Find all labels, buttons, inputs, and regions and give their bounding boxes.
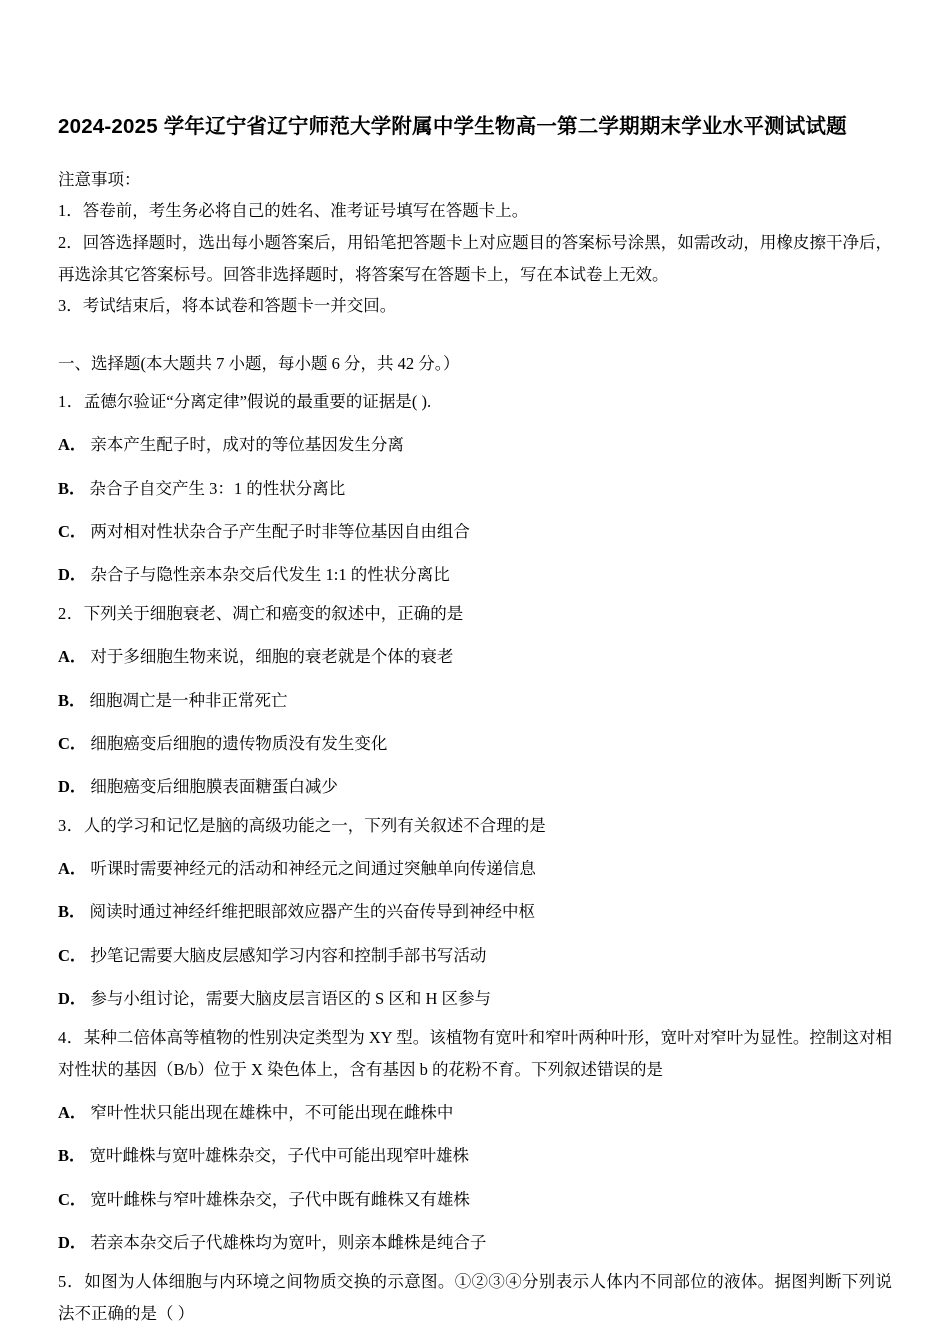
question-text: 下列关于细胞衰老、凋亡和癌变的叙述中，正确的是 [83, 604, 464, 624]
option-label: B． [58, 478, 86, 498]
notice-heading: 注意事项： [58, 169, 141, 189]
question-number: 4． [58, 1027, 84, 1047]
option-text: 细胞癌变后细胞膜表面糖蛋白减少 [90, 776, 338, 796]
question-text: 孟德尔验证“分离定律”假说的最重要的证据是( ). [83, 392, 432, 412]
question-option [58, 1184, 892, 1216]
option-text: 对于多细胞生物来说，细胞的衰老就是个体的衰老 [90, 647, 454, 667]
notice-item-1: 1．答卷前，考生务必将自己的姓名、准考证号填写在答题卡上。 [58, 201, 529, 221]
question-stem [58, 1022, 892, 1086]
notice-item-3: 3．考试结束后，将本试卷和答题卡一并交回。 [58, 296, 397, 316]
option-label: C． [58, 1189, 87, 1209]
option-label: D． [58, 1232, 87, 1252]
option-text: 细胞凋亡是一种非正常死亡 [89, 690, 288, 710]
option-text: 听课时需要神经元的活动和神经元之间通过突触单向传递信息 [90, 859, 536, 879]
question-option [58, 685, 892, 717]
option-label: D． [58, 776, 87, 796]
section-heading: 一、选择题(本大题共 7 小题，每小题 6 分，共 42 分。） [58, 353, 460, 373]
option-text: 两对相对性状杂合子产生配子时非等位基因自由组合 [90, 521, 470, 541]
option-text: 窄叶性状只能出现在雄株中，不可能出现在雌株中 [90, 1103, 454, 1123]
option-text: 细胞癌变后细胞的遗传物质没有发生变化 [90, 733, 388, 753]
option-text: 宽叶雌株与宽叶雄株杂交，子代中可能出现窄叶雄株 [89, 1146, 470, 1166]
option-text: 若亲本杂交后子代雄株均为宽叶，则亲本雌株是纯合子 [90, 1232, 487, 1252]
question-stem [58, 810, 892, 842]
question-option [58, 1140, 892, 1172]
question-stem [58, 386, 892, 418]
option-label: B． [58, 690, 86, 710]
page-title: 2024-2025 学年辽宁省辽宁师范大学附属中学生物高一第二学期期末学业水平测试试题 [58, 115, 847, 138]
question-number: 3． [58, 816, 84, 836]
option-label: C． [58, 733, 87, 753]
option-label: A． [58, 1103, 87, 1123]
option-label: D． [58, 564, 87, 584]
question-option [58, 559, 892, 591]
option-text: 阅读时通过神经纤维把眼部效应器产生的兴奋传导到神经中枢 [89, 902, 536, 922]
option-label: A． [58, 435, 87, 455]
question-stem [58, 1266, 892, 1330]
option-label: C． [58, 521, 87, 541]
option-label: A． [58, 647, 87, 667]
option-text: 亲本产生配子时，成对的等位基因发生分离 [90, 435, 404, 455]
option-text: 宽叶雌株与窄叶雄株杂交，子代中既有雌株又有雄株 [90, 1189, 470, 1209]
question-option [58, 429, 892, 461]
question-text: 如图为人体细胞与内环境之间物质交换的示意图。①②③④分别表示人体内不同部位的液体。据图判断下列说法不正确的是（ ） [58, 1271, 893, 1324]
question-option [58, 728, 892, 760]
option-text: 参与小组讨论，需要大脑皮层言语区的 S 区和 H 区参与 [90, 988, 492, 1008]
option-text: 杂合子与隐性亲本杂交后代发生 1:1 的性状分离比 [90, 564, 450, 584]
question-number: 2． [58, 604, 84, 624]
question-option [58, 1227, 892, 1259]
question-option [58, 473, 892, 505]
question-text: 某种二倍体高等植物的性别决定类型为 XY 型。该植物有宽叶和窄叶两种叶形，宽叶对窄叶为显性。控制这对相对性状的基因（B/b）位于 X 染色体上，含有基因 b 的花粉不育。下列叙述错误的是 [58, 1027, 892, 1080]
option-label: B． [58, 1146, 86, 1166]
question-option [58, 771, 892, 803]
option-text: 抄笔记需要大脑皮层感知学习内容和控制手部书写活动 [90, 945, 487, 965]
notice-item-2: 2．回答选择题时，选出每小题答案后，用铅笔把答题卡上对应题目的答案标号涂黑，如需改动，用橡皮擦干净后，再选涂其它答案标号。回答非选择题时，将答案写在答题卡上，写在本试卷上无效。 [58, 232, 892, 284]
question-number: 1． [58, 392, 84, 412]
question-stem [58, 598, 892, 630]
option-label: D． [58, 988, 87, 1008]
option-label: C． [58, 945, 87, 965]
option-label: A． [58, 859, 87, 879]
option-label: B． [58, 902, 86, 922]
question-option [58, 516, 892, 548]
question-option [58, 641, 892, 673]
question-option [58, 853, 892, 885]
question-option [58, 940, 892, 972]
option-text: 杂合子自交产生 3：1 的性状分离比 [89, 478, 346, 498]
question-option [58, 1097, 892, 1129]
question-text: 人的学习和记忆是脑的高级功能之一，下列有关叙述不合理的是 [83, 816, 546, 836]
question-option [58, 896, 892, 928]
question-option [58, 983, 892, 1015]
question-number: 5． [58, 1271, 85, 1291]
